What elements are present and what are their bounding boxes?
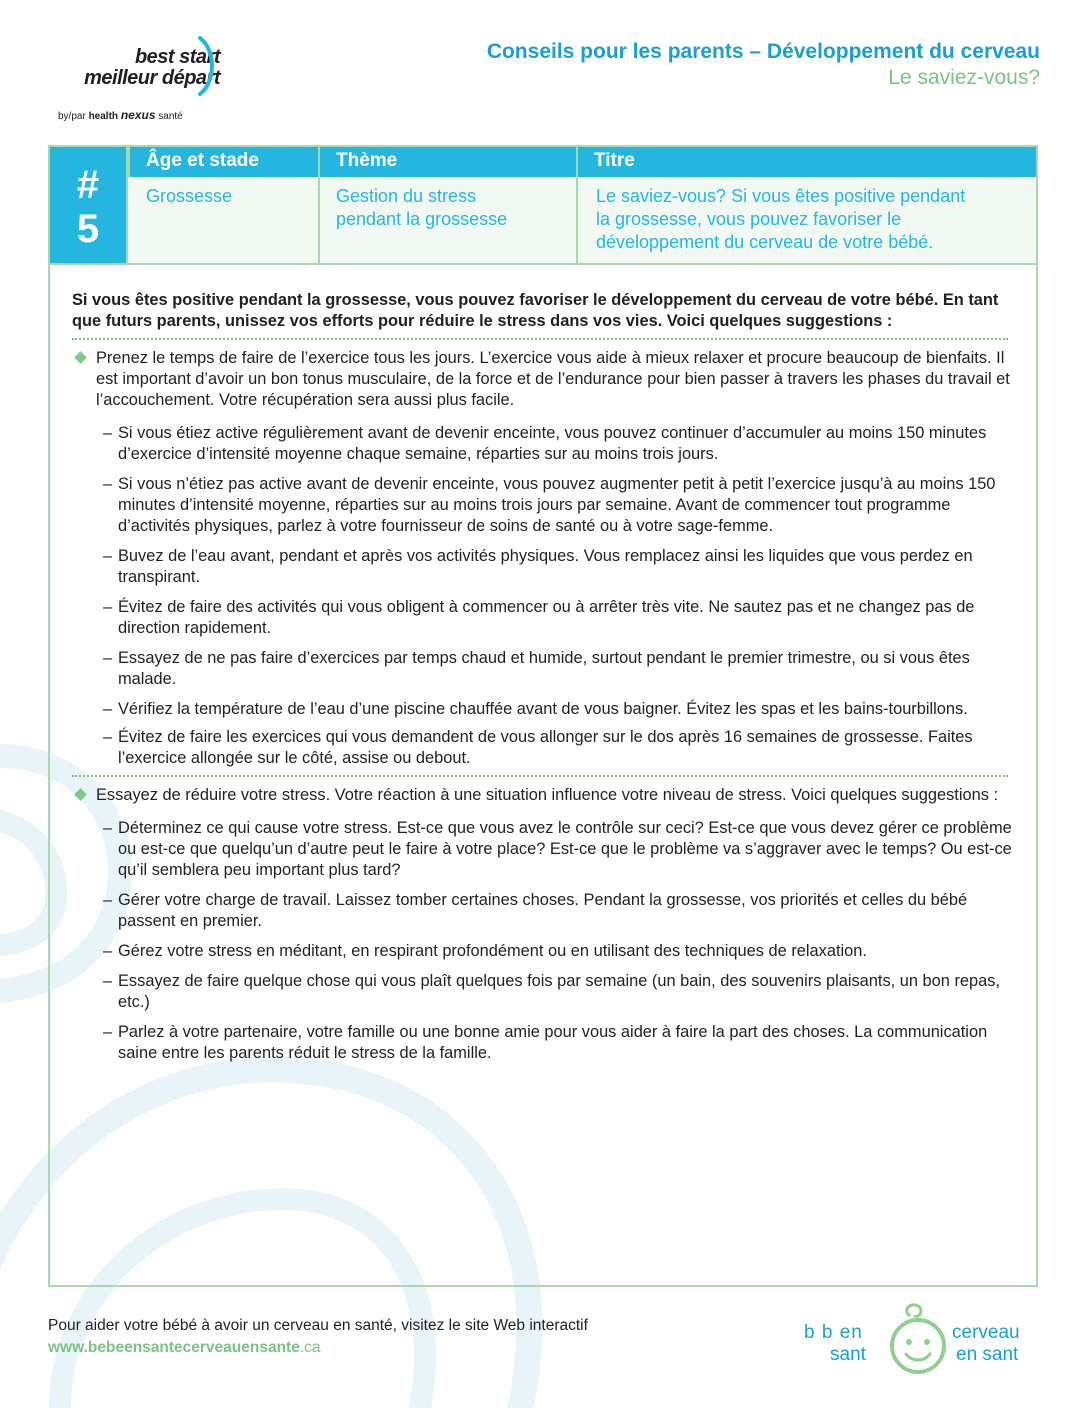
- footer-text: Pour aider votre bébé à avoir un cerveau en santé, visitez le site Web interactif: [48, 1317, 588, 1334]
- table-header: [128, 147, 1036, 177]
- footer-url-main: www.bebeensantecerveauensante: [48, 1339, 300, 1356]
- dash-marker: –: [103, 649, 113, 667]
- bullet-item: [72, 785, 1012, 806]
- dash-marker: –: [103, 700, 113, 718]
- bullet-item: [72, 348, 1012, 411]
- sub-item: [72, 699, 1012, 720]
- sub-item: [72, 890, 1012, 932]
- cell-theme-line1: Gestion du stress: [336, 186, 477, 206]
- dash-marker: –: [103, 424, 113, 442]
- diamond-bullet-icon: [74, 788, 87, 801]
- dash-marker: –: [103, 547, 113, 565]
- logo-line2: meilleur départ: [84, 67, 220, 89]
- table-bottom-border: [50, 263, 1036, 265]
- sub-item: [72, 648, 1012, 690]
- table-divider: [318, 147, 320, 263]
- sub-item-text: Gérez votre stress en méditant, en respirant profondément ou en utilisant des techniques de relaxation.: [118, 942, 867, 960]
- logo-parenthesis-icon: [194, 36, 218, 96]
- dash-marker: –: [103, 942, 113, 960]
- cell-title-line3: développement du cerveau de votre bébé.: [596, 232, 934, 252]
- dotted-divider: [72, 775, 1008, 777]
- diamond-bullet-icon: [74, 351, 87, 364]
- sub-item: [72, 727, 1012, 769]
- sub-item-text: Essayez de ne pas faire d’exercices par temps chaud et humide, surtout pendant le premier trimestre, ou si vous êtes malade.: [118, 649, 970, 688]
- brand-text-3: cerveau: [952, 1322, 1020, 1343]
- brand-text-4: en sant: [956, 1344, 1019, 1365]
- brand-text-1: b b en: [804, 1322, 863, 1343]
- byline-sante: santé: [158, 111, 183, 122]
- dash-marker: –: [103, 891, 113, 909]
- tip-number-hash: #: [76, 163, 100, 207]
- footer-url-tld: .ca: [299, 1339, 321, 1356]
- cell-theme: [336, 185, 507, 231]
- sub-item: [72, 423, 1012, 465]
- sub-item: [72, 818, 1012, 881]
- byline-prefix: by/par: [58, 111, 86, 122]
- logo-line1: best start: [134, 46, 220, 68]
- page-subtitle: Le saviez-vous?: [888, 66, 1040, 89]
- dash-marker: –: [103, 598, 113, 616]
- sub-item-text: Vérifiez la température de l’eau d’une piscine chauffée avant de vous baigner. Évitez les spas et les bains-tourbillons.: [118, 700, 968, 718]
- cell-theme-line2: pendant la grossesse: [336, 209, 508, 229]
- dash-marker: –: [103, 972, 113, 990]
- footer-website-link[interactable]: [48, 1337, 588, 1359]
- byline-nexus: nexus: [120, 108, 156, 122]
- column-header-title: Titre: [594, 150, 635, 171]
- dash-marker: –: [103, 475, 113, 493]
- sub-item-text: Parlez à votre partenaire, votre famille ou une bonne amie pour vous aider à faire la part des choses. La communication saine entre les parents réduit le stress de la famille.: [118, 1023, 988, 1062]
- byline-health: health: [88, 111, 119, 122]
- sub-item: [72, 971, 1012, 1013]
- column-header-theme: Thème: [336, 150, 398, 171]
- cell-title: [596, 185, 965, 254]
- logo-byline: [58, 108, 183, 122]
- table-divider: [576, 147, 578, 263]
- brand-text-2: sant: [830, 1344, 866, 1365]
- sub-item: [72, 941, 1012, 962]
- sub-item-text: Buvez de l’eau avant, pendant et après vos activités physiques. Vous remplacez ainsi les liquides que vous perdez en transpirant.: [118, 547, 973, 586]
- bullet-text: Prenez le temps de faire de l’exercice tous les jours. L’exercice vous aide à mieux relaxer et procure beaucoup de bienfaits. Il est important d’avoir un bon tonus musculaire, de la force et de l’endurance pour bien passer à travers les phases du travail et l’accouchement. Votre récupération sera aussi plus facile.: [96, 349, 1010, 409]
- sub-item-text: Si vous n’étiez pas active avant de devenir enceinte, vous pouvez augmenter petit à petit l’exercice jusqu’à au moins 150 minutes d’intensité moyenne, réparties sur au moins trois jours par semaine. Avant de commencer tout programme d’activités physiques, parlez à votre fournisseur de soins de santé ou à votre sage-femme.: [118, 475, 996, 535]
- cell-title-line2: la grossesse, vous pouvez favoriser le: [596, 209, 902, 229]
- dash-marker: –: [103, 728, 113, 746]
- table-divider: [128, 147, 130, 177]
- cell-title-line1: Le saviez-vous? Si vous êtes positive pendant: [596, 186, 966, 206]
- dotted-divider: [72, 338, 1008, 340]
- page-title: Conseils pour les parents – Développement du cerveau: [486, 40, 1040, 63]
- sub-item-text: Évitez de faire des activités qui vous obligent à commencer ou à arrêter très vite. Ne sautez pas et ne changez pas de direction rapidement.: [118, 598, 975, 637]
- sub-item: [72, 474, 1012, 537]
- best-start-logo: [56, 36, 246, 122]
- footer: [48, 1315, 588, 1359]
- tip-number: 5: [76, 207, 100, 251]
- intro-paragraph: Si vous êtes positive pendant la grossesse, vous pouvez favoriser le développement du cerveau de votre bébé. En tant que futurs parents, unissez vos efforts pour réduire le stress dans vos vies. Voici quelques suggestions :: [72, 291, 999, 330]
- dash-marker: –: [103, 819, 113, 837]
- tip-number-box: [50, 147, 128, 263]
- sub-item: [72, 597, 1012, 639]
- table-row: [128, 177, 1036, 263]
- dash-marker: –: [103, 1023, 113, 1041]
- sub-item-text: Évitez de faire les exercices qui vous demandent de vous allonger sur le dos après 16 semaines de grossesse. Faites l’exercice allongée sur le côté, assise ou debout.: [118, 728, 973, 767]
- sub-item: [72, 1022, 1012, 1064]
- baby-face-icon: [888, 1302, 948, 1378]
- sub-item-text: Si vous étiez active régulièrement avant de devenir enceinte, vous pouvez continuer d’accumuler au moins 150 minutes d’exercice d’intensité moyenne chaque semaine, réparties sur au moins trois jours.: [118, 424, 987, 463]
- bebe-en-sante-logo: [800, 1300, 1040, 1380]
- sub-item-text: Essayez de faire quelque chose qui vous plaît quelques fois par semaine (un bain, des souvenirs plaisants, un bon repas, etc.): [118, 972, 1000, 1011]
- cell-age: Grossesse: [146, 186, 233, 206]
- sub-item-text: Déterminez ce qui cause votre stress. Est-ce que vous avez le contrôle sur ceci? Est-ce que vous devez gérer ce problème ou est-ce que quelqu’un d’autre peut le faire à votre place? Est-ce que le problème va s’aggraver avec le temps? Ou est-ce qu’il semblera peu important plus tard?: [118, 819, 1012, 879]
- tip-content: [72, 290, 1012, 1064]
- sub-item-text: Gérer votre charge de travail. Laissez tomber certaines choses. Pendant la grossesse, vos priorités et celles du bébé passent en premier.: [118, 891, 968, 930]
- bullet-text: Essayez de réduire votre stress. Votre réaction à une situation influence votre niveau de stress. Voici quelques suggestions :: [96, 786, 998, 804]
- sub-item: [72, 546, 1012, 588]
- column-header-age: Âge et stade: [146, 150, 259, 171]
